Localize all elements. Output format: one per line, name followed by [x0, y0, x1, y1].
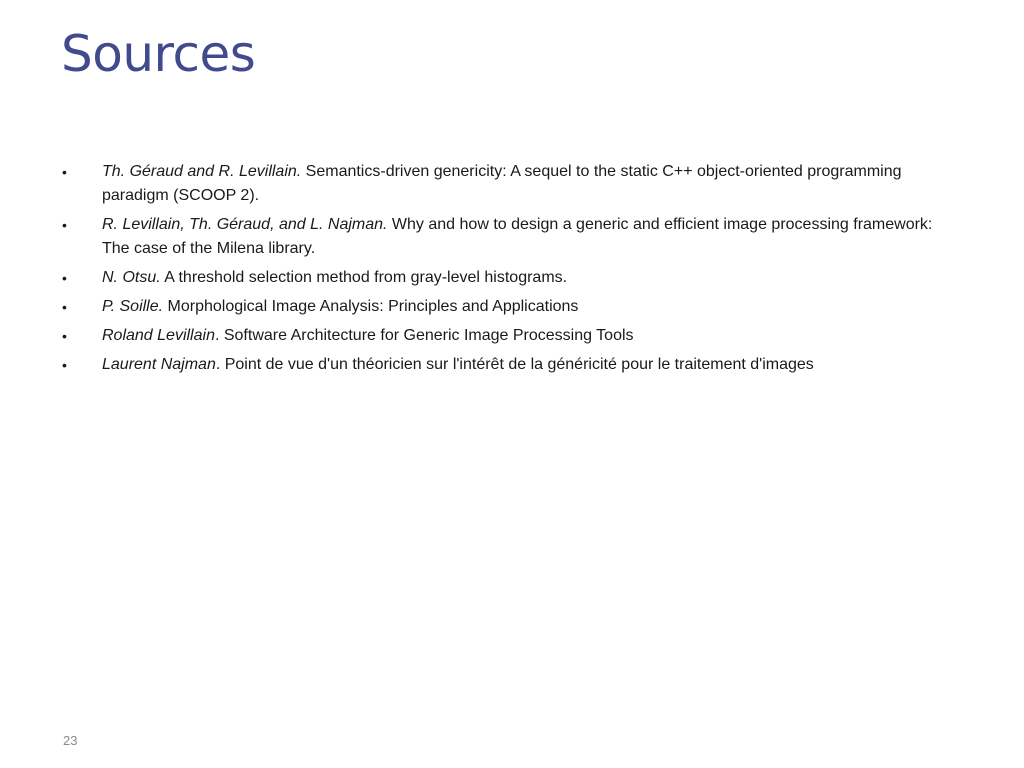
source-title: Semantics-driven genericity: A sequel to the static C++ object-oriented programming paradigm (SCOOP 2).	[102, 163, 902, 204]
source-text	[102, 295, 961, 319]
source-author: Laurent Najman	[102, 356, 216, 373]
source-item-6	[61, 353, 961, 377]
bullet: •	[62, 270, 67, 286]
bullet: •	[62, 164, 67, 180]
source-text	[102, 160, 961, 208]
source-text	[102, 353, 961, 377]
source-text	[102, 213, 961, 261]
sources-list	[61, 160, 961, 382]
slide-title: Sources	[61, 25, 256, 83]
source-item-2	[61, 213, 961, 261]
source-title: Why and how to design a generic and efficient image processing framework: The case of the Milena library.	[102, 216, 933, 257]
source-author: Roland Levillain	[102, 327, 215, 344]
source-item-1	[61, 160, 961, 208]
bullet: •	[62, 357, 67, 373]
source-title: A threshold selection method from gray-level histograms.	[160, 269, 568, 286]
source-item-5	[61, 324, 961, 348]
page-number: 23	[63, 733, 78, 748]
source-text	[102, 266, 961, 290]
bullet: •	[62, 328, 67, 344]
source-item-3	[61, 266, 961, 290]
bullet: •	[62, 299, 67, 315]
source-author: P. Soille.	[102, 298, 164, 315]
source-title: . Software Architecture for Generic Image Processing Tools	[214, 327, 634, 344]
source-author: N. Otsu.	[102, 269, 161, 286]
source-title: . Point de vue d'un théoricien sur l'intérêt de la généricité pour le traitement d'images	[215, 356, 814, 373]
source-title: Morphological Image Analysis: Principles and Applications	[163, 298, 579, 315]
source-author: Th. Géraud and R. Levillain.	[102, 163, 302, 180]
source-text	[102, 324, 961, 348]
bullet: •	[62, 217, 67, 233]
source-item-4	[61, 295, 961, 319]
source-author: R. Levillain, Th. Géraud, and L. Najman.	[102, 216, 388, 233]
